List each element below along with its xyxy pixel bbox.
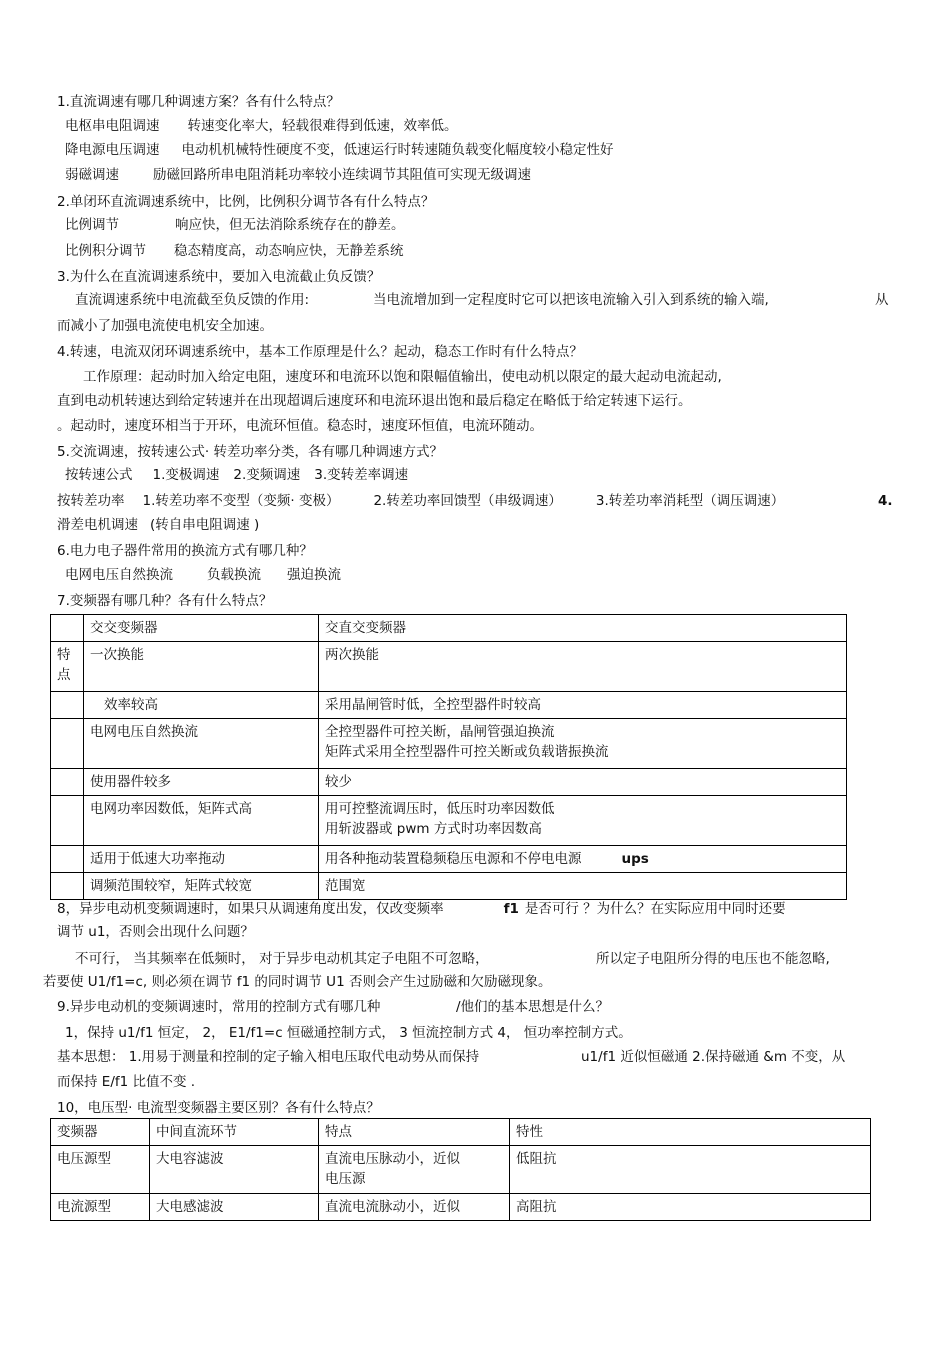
q8-answer-1a: 不可行， 当其频率在低频时， 对于异步电动机其定子电阻不可忽略，: [75, 951, 489, 967]
feature-label: 特点: [51, 642, 84, 692]
table-row: [51, 796, 847, 846]
q8-answer-1b: 所以定子电阻所分得的电压也不能忽略,: [596, 951, 830, 967]
table-cell: 直流电流脉动小，近似: [319, 1194, 510, 1221]
cell-line: 全控型器件可控关断，晶闸管强迫换流: [325, 724, 555, 740]
q1-row-1: [65, 117, 458, 135]
q1-row-3: [65, 166, 531, 184]
table-header-cell: 中间直流环节: [150, 1119, 319, 1146]
q3-answer-c: 从: [875, 292, 889, 308]
q5-l1-item-2: 2.变频调速: [233, 467, 301, 483]
q1-row-3-name: 弱磁调速: [65, 167, 119, 183]
table-cell: 适用于低速大功率拖动: [84, 846, 319, 873]
table-cell: [319, 1146, 510, 1194]
table-row: [51, 873, 847, 900]
q5-l2-tail: 4.: [878, 493, 893, 509]
table-cell: [51, 719, 84, 769]
q1-row-1-desc: 转速变化率大，轻载很难得到低速，效率低。: [187, 118, 458, 134]
q6-item-2: 负载换流: [207, 567, 261, 583]
table-cell: 电流源型: [51, 1194, 150, 1221]
q5-line-2: [57, 492, 784, 510]
table-cell: [51, 796, 84, 846]
q9-line-1: 1，保持 u1/f1 恒定， 2， E1/f1=c 恒磁通控制方式， 3 恒流控制方式 4， 恒功率控制方式。: [65, 1025, 632, 1041]
table-cell: [319, 846, 847, 873]
q6-title: 6.电力电子器件常用的换流方式有哪几种？: [57, 543, 313, 559]
table-cell: [319, 719, 847, 769]
table-header-cell: 特点: [319, 1119, 510, 1146]
q5-l3-paren: (转自串电阻调速 ): [150, 517, 260, 533]
table-cell: 调频范围较窄，矩阵式较宽: [84, 873, 319, 900]
table-cell: 电网电压自然换流: [84, 719, 319, 769]
table-cell: 电网功率因数低，矩阵式高: [84, 796, 319, 846]
q5-l1-item-1: 1.变极调速: [152, 467, 220, 483]
table-cell: [51, 846, 84, 873]
table-cell: 采用晶闸管时低，全控型器件时较高: [319, 692, 847, 719]
table-row: [51, 692, 847, 719]
table-cell: 大电感滤波: [150, 1194, 319, 1221]
q8-title-1-tail: 是否可行 ？为什么？在实际应用中同时还要: [524, 901, 786, 917]
q1-title: 1.直流调速有哪几种调速方案？各有什么特点？: [57, 94, 340, 110]
q7-table: [50, 614, 847, 900]
q5-l1-label: 按转速公式: [65, 467, 133, 483]
q9-title: 9.异步电动机的变频调速时，常用的控制方式有哪几种: [57, 999, 381, 1015]
q8-title-2: 调节 u1，否则会出现什么问题？: [57, 924, 254, 940]
q3-answer-a: 直流调速系统中电流截至负反馈的作用:: [75, 292, 310, 308]
q1-row-1-name: 电枢串电阻调速: [65, 118, 160, 134]
q5-l2-item-1: 1.转差功率不变型（变频· 变极）: [142, 493, 340, 509]
cell-line: 直流电压脉动小，近似: [325, 1151, 460, 1167]
q6-item-1: 电网电压自然换流: [65, 567, 173, 583]
table-cell: 使用器件较多: [84, 769, 319, 796]
table-row: [51, 1194, 871, 1221]
q2-row-2-name: 比例积分调节: [65, 243, 146, 259]
table-cell: 低阻抗: [510, 1146, 871, 1194]
q9-line-2b: u1/f1 近似恒磁通 2.保持磁通 &m 不变，从: [581, 1049, 846, 1065]
table-cell: 电压源型: [51, 1146, 150, 1194]
table-cell: 交直交变频器: [319, 615, 847, 642]
table-row: [51, 1119, 871, 1146]
q2-title: 2.单闭环直流调速系统中，比例，比例积分调节各有什么特点？: [57, 194, 435, 210]
table-cell: 一次换能: [84, 642, 319, 692]
table-cell: 范围宽: [319, 873, 847, 900]
table-row: [51, 769, 847, 796]
table-cell: 大电容滤波: [150, 1146, 319, 1194]
table-row: [51, 719, 847, 769]
q7-title: 7.变频器有哪几种？各有什么特点？: [57, 593, 273, 609]
table-cell: 较少: [319, 769, 847, 796]
q4-title: 4.转速，电流双闭环调速系统中，基本工作原理是什么？起动，稳态工作时有什么特点？: [57, 344, 583, 360]
q1-row-2-desc: 电动机机械特性硬度不变，低速运行时转速随负载变化幅度较小稳定性好: [181, 142, 614, 158]
cell-line: 用可控整流调压时，低压时功率因数低: [325, 801, 555, 817]
q8-title-1-f: f1: [503, 901, 519, 917]
table-cell: [51, 873, 84, 900]
q2-row-1-desc: 响应快，但无法消除系统存在的静差。: [175, 217, 405, 233]
cell-line: 用斩波器或 pwm 方式时功率因数高: [325, 821, 542, 837]
table-cell: 交交变频器: [84, 615, 319, 642]
table-cell: 两次换能: [319, 642, 847, 692]
q8-title-1-text: 8，异步电动机变频调速时，如果只从调速角度出发，仅改变频率: [57, 901, 444, 917]
q8-title-1: [57, 900, 786, 918]
q4-answer-1: 工作原理：起动时加入给定电阻，速度环和电流环以饱和限幅值输出，使电动机以限定的最大起动电流起动,: [83, 369, 722, 385]
q9-line-2: 基本思想： 1.用易于测量和控制的定子输入相电压取代电动势从而保持: [57, 1049, 480, 1065]
q3-title: 3.为什么在直流调速系统中，要加入电流截止负反馈？: [57, 269, 381, 285]
q2-row-2-desc: 稳态精度高，动态响应快，无静差系统: [174, 243, 404, 259]
q3-answer-b: 当电流增加到一定程度时它可以把该电流输入引入到系统的输入端,: [373, 292, 769, 308]
q6-items: [65, 566, 341, 584]
q3-answer-d: 而减小了加强电流使电机安全加速。: [57, 318, 273, 334]
table-cell: [51, 692, 84, 719]
q5-l2-label: 按转差功率: [57, 493, 125, 509]
cell-text-ups: ups: [621, 851, 649, 867]
table-cell: 效率较高: [84, 692, 319, 719]
q8-answer-2: 若要使 U1/f1=c, 则必须在调节 f1 的同时调节 U1 否则会产生过励磁和欠励磁现象。: [43, 974, 552, 990]
q4-answer-2: 直到电动机转速达到给定转速并在出现超调后速度环和电流环退出饱和最后稳定在略低于给定转速下运行。: [57, 393, 692, 409]
q5-l2-item-3: 3.转差功率消耗型（调压调速）: [595, 493, 785, 509]
q2-row-2: [65, 242, 404, 260]
q5-title: 5.交流调速，按转速公式· 转差功率分类，各有哪几种调速方式？: [57, 444, 443, 460]
cell-line: 矩阵式采用全控型器件可控关断或负载谐振换流: [325, 744, 609, 760]
q10-title: 10，电压型· 电流型变频器主要区别？各有什么特点？: [57, 1100, 380, 1116]
q6-item-3: 强迫换流: [287, 567, 341, 583]
q5-l1-item-3: 3.变转差率调速: [314, 467, 409, 483]
table-cell: [51, 769, 84, 796]
q9-line-3: 而保持 E/f1 比值不变 .: [57, 1074, 196, 1090]
table-row: [51, 1146, 871, 1194]
table-cell: 高阻抗: [510, 1194, 871, 1221]
q5-line-3: [57, 516, 259, 534]
q1-row-2-name: 降电源电压调速: [65, 142, 160, 158]
table-cell: [51, 615, 84, 642]
q1-row-2: [65, 141, 614, 159]
q10-table: [50, 1118, 871, 1221]
table-header-cell: 特性: [510, 1119, 871, 1146]
q5-l2-item-2: 2.转差功率回馈型（串级调速）: [373, 493, 562, 509]
q9-title-tail: /他们的基本思想是什么？: [456, 999, 610, 1015]
q5-l3-text: 滑差电机调速: [57, 517, 138, 533]
q1-row-3-desc: 励磁回路所串电阻消耗功率较小连续调节其阻值可实现无级调速: [153, 167, 531, 183]
q2-row-1: [65, 216, 405, 234]
q5-line-1: [65, 466, 408, 484]
table-header-cell: 变频器: [51, 1119, 150, 1146]
table-cell: [319, 796, 847, 846]
cell-text: 用各种拖动装置稳频稳压电源和不停电电源: [325, 851, 582, 867]
table-row: [51, 615, 847, 642]
table-row: [51, 846, 847, 873]
table-row: [51, 642, 847, 692]
q4-answer-3: 。起动时，速度环相当于开环，电流环恒值。稳态时，速度环恒值，电流环随动。: [57, 418, 543, 434]
cell-line: 电压源: [325, 1171, 366, 1187]
q2-row-1-name: 比例调节: [65, 217, 119, 233]
